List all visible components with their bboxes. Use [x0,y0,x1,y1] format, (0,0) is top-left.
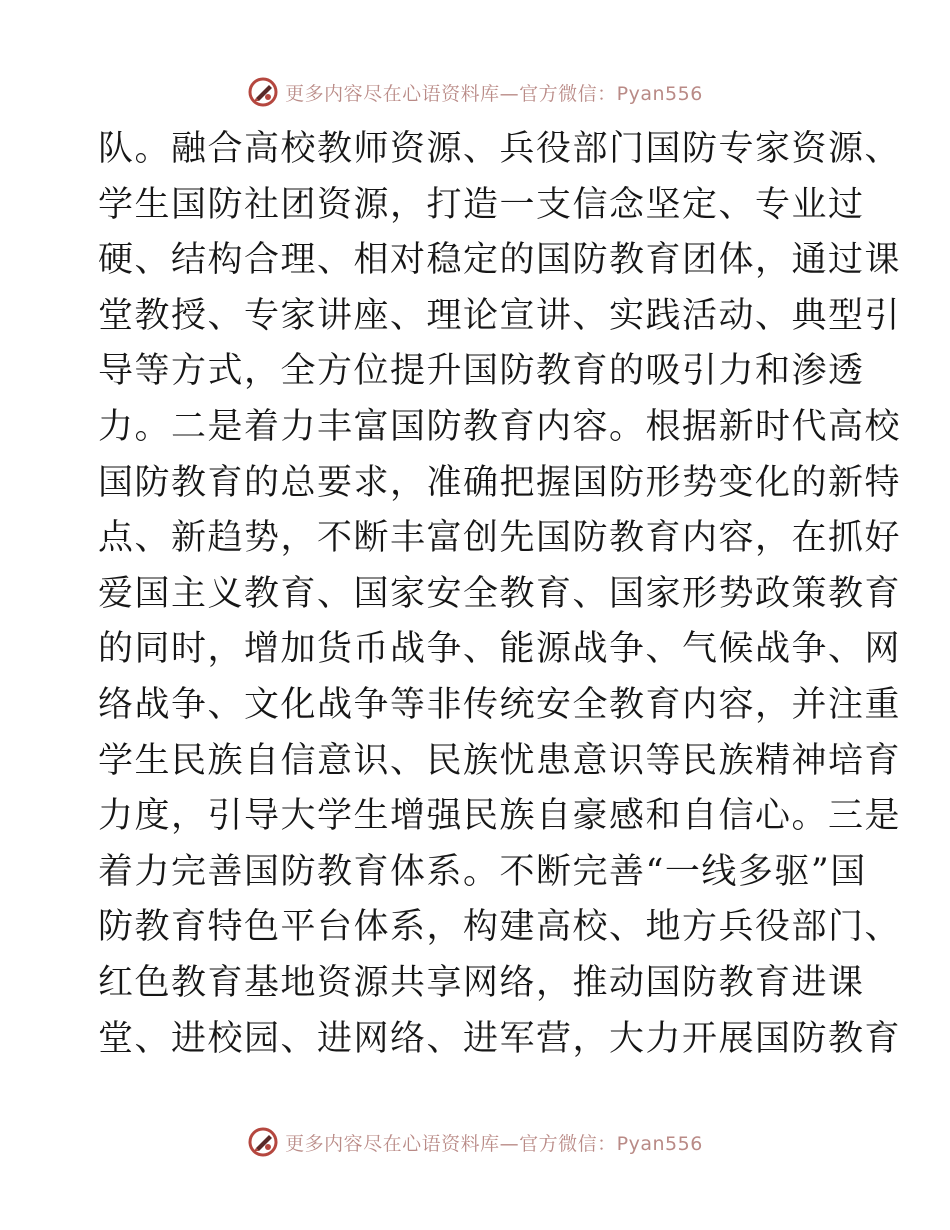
text-line: 红色教育基地资源共享网络，推动国防教育进课 [98,962,865,1003]
text-line: 络战争、文化战争等非传统安全教育内容，并注重 [98,684,902,725]
text-line: 力度，引导大学生增强民族自豪感和自信心。三是 [98,796,902,837]
text-line: 队。融合高校教师资源、兵役部门国防专家资源、 [98,129,902,169]
brand-logo-icon [247,1126,279,1158]
text-line: 硬、结构合理、相对稳定的国防教育团体，通过课 [98,240,902,281]
text-line: 点、新趋势，不断丰富创先国防教育内容，在抓好 [98,518,902,559]
footer-banner [0,1122,950,1162]
text-line: 学生国防社团资源，打造一支信念坚定、专业过 [98,184,865,225]
footer-banner-text: 更多内容尽在心语资料库—官方微信：Pyan556 [285,1132,703,1155]
header-banner [0,72,950,112]
text-line: 国防教育的总要求，准确把握国防形势变化的新特 [98,462,902,503]
header-banner-text: 更多内容尽在心语资料库—官方微信：Pyan556 [285,82,703,105]
text-line: 力。二是着力丰富国防教育内容。根据新时代高校 [98,406,902,447]
document-body [98,122,902,1067]
text-line: 防教育特色平台体系，构建高校、地方兵役部门、 [98,907,902,948]
brand-logo-icon [247,76,279,108]
text-line: 导等方式，全方位提升国防教育的吸引力和渗透 [98,351,865,392]
text-line: 学生民族自信意识、民族忧患意识等民族精神培育 [98,740,902,781]
text-line: 堂教授、专家讲座、理论宣讲、实践活动、典型引 [98,295,902,336]
text-line: 着力完善国防教育体系。不断完善“一线多驱”国 [98,851,867,892]
text-line: 堂、进校园、进网络、进军营，大力开展国防教育 [98,1018,902,1059]
text-line: 的同时，增加货币战争、能源战争、气候战争、网 [98,629,902,670]
text-line: 爱国主义教育、国家安全教育、国家形势政策教育 [98,573,902,614]
